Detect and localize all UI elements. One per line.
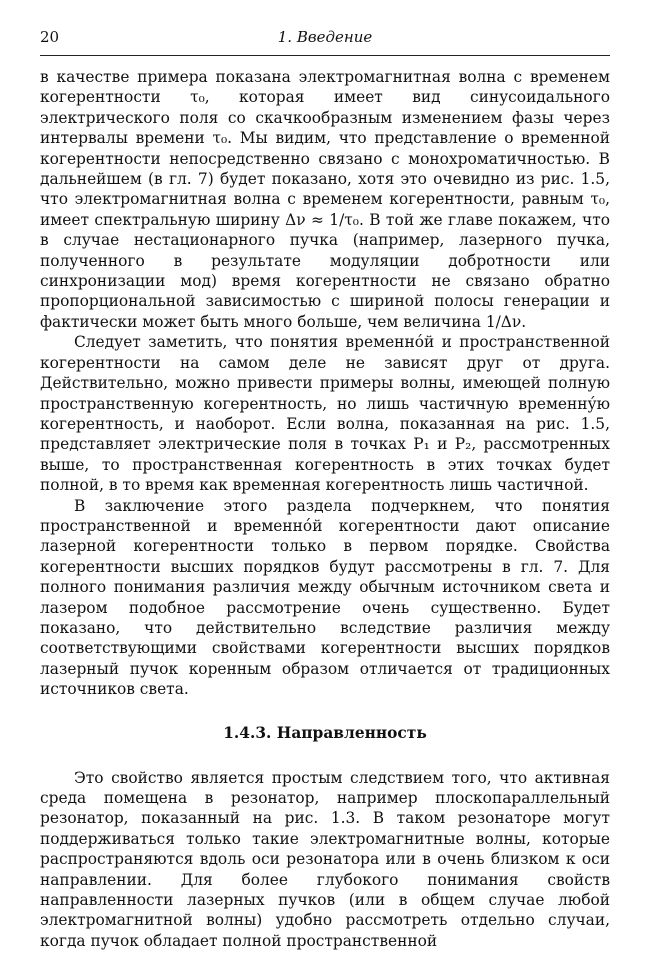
page-number: 20	[40, 28, 60, 46]
body-text	[40, 67, 610, 951]
header-rule	[40, 55, 610, 56]
paragraph-2: Следует заметить, что понятия временно́й и пространственной когерентности на самом деле не зависят друг от друга. Действительно, можно привести примеры волны, имеющей полную пространственную когерентность, но лишь частичную временну́ю когерентность, и наоборот. Если волна, показанная на рис. 1.5, представляет электрические поля в точках P₁ и P₂, рассмотренных выше, то пространственная когерентность в этих точках будет полной, в то время как временная когерентность лишь частичной.	[40, 333, 610, 495]
section-title: 1.4.3. Направленность	[223, 723, 427, 742]
paragraph-4: Это свойство является простым следствием того, что активная среда помещена в резонатор, например плоскопараллельный резонатор, показанный на рис. 1.3. В таком резонаторе могут поддерживаться только такие электромагнитные волны, которые распространяются вдоль оси резонатора или в очень близком к оси направлении. Для более глубокого понимания свойств направленности лазерных пучков (или в общем случае любой электромагнитной волны) удобно рассмотреть отдельно случаи, когда пучок обладает полной пространственной	[40, 768, 610, 950]
paragraph-1: в качестве примера показана электромагнитная волна с временем когерентности τ₀, которая имеет вид синусоидального электрического поля со скачкообразным изменением фазы через интервалы времени τ₀. Мы видим, что представление о временной когерентности непосредственно связано с монохроматичностью. В дальнейшем (в гл. 7) будет показано, хотя это очевидно из рис. 1.5, что электромагнитная волна с временем когерентности, равным τ₀, имеет спектральную ширину Δν ≈ 1/τ₀. В той же главе покажем, что в случае нестационарного пучка (например, лазерного пучка, полученного в результате модуляции добротности или синхронизации мод) время когерентности не связано обратно пропорциональной зависимостью с шириной полосы генерации и фактически может быть много больше, чем величина 1/Δν.	[40, 68, 610, 331]
section-spacer	[40, 748, 610, 768]
page-header	[40, 28, 610, 50]
paragraph-3: В заключение этого раздела подчеркнем, что понятия пространственной и временно́й когерентности дают описание лазерной когерентности только в первом порядке. Свойства когерентности высших порядков будут рассмотрены в гл. 7. Для полного понимания различия между обычным источником света и лазером подобное рассмотрение очень существенно. Будет показано, что действительно вследствие различия между соответствующими свойствами когерентности высших порядков лазерный пучок коренным образом отличается от традиционных источников света.	[40, 496, 610, 699]
running-head: 1. Введение	[277, 28, 373, 46]
